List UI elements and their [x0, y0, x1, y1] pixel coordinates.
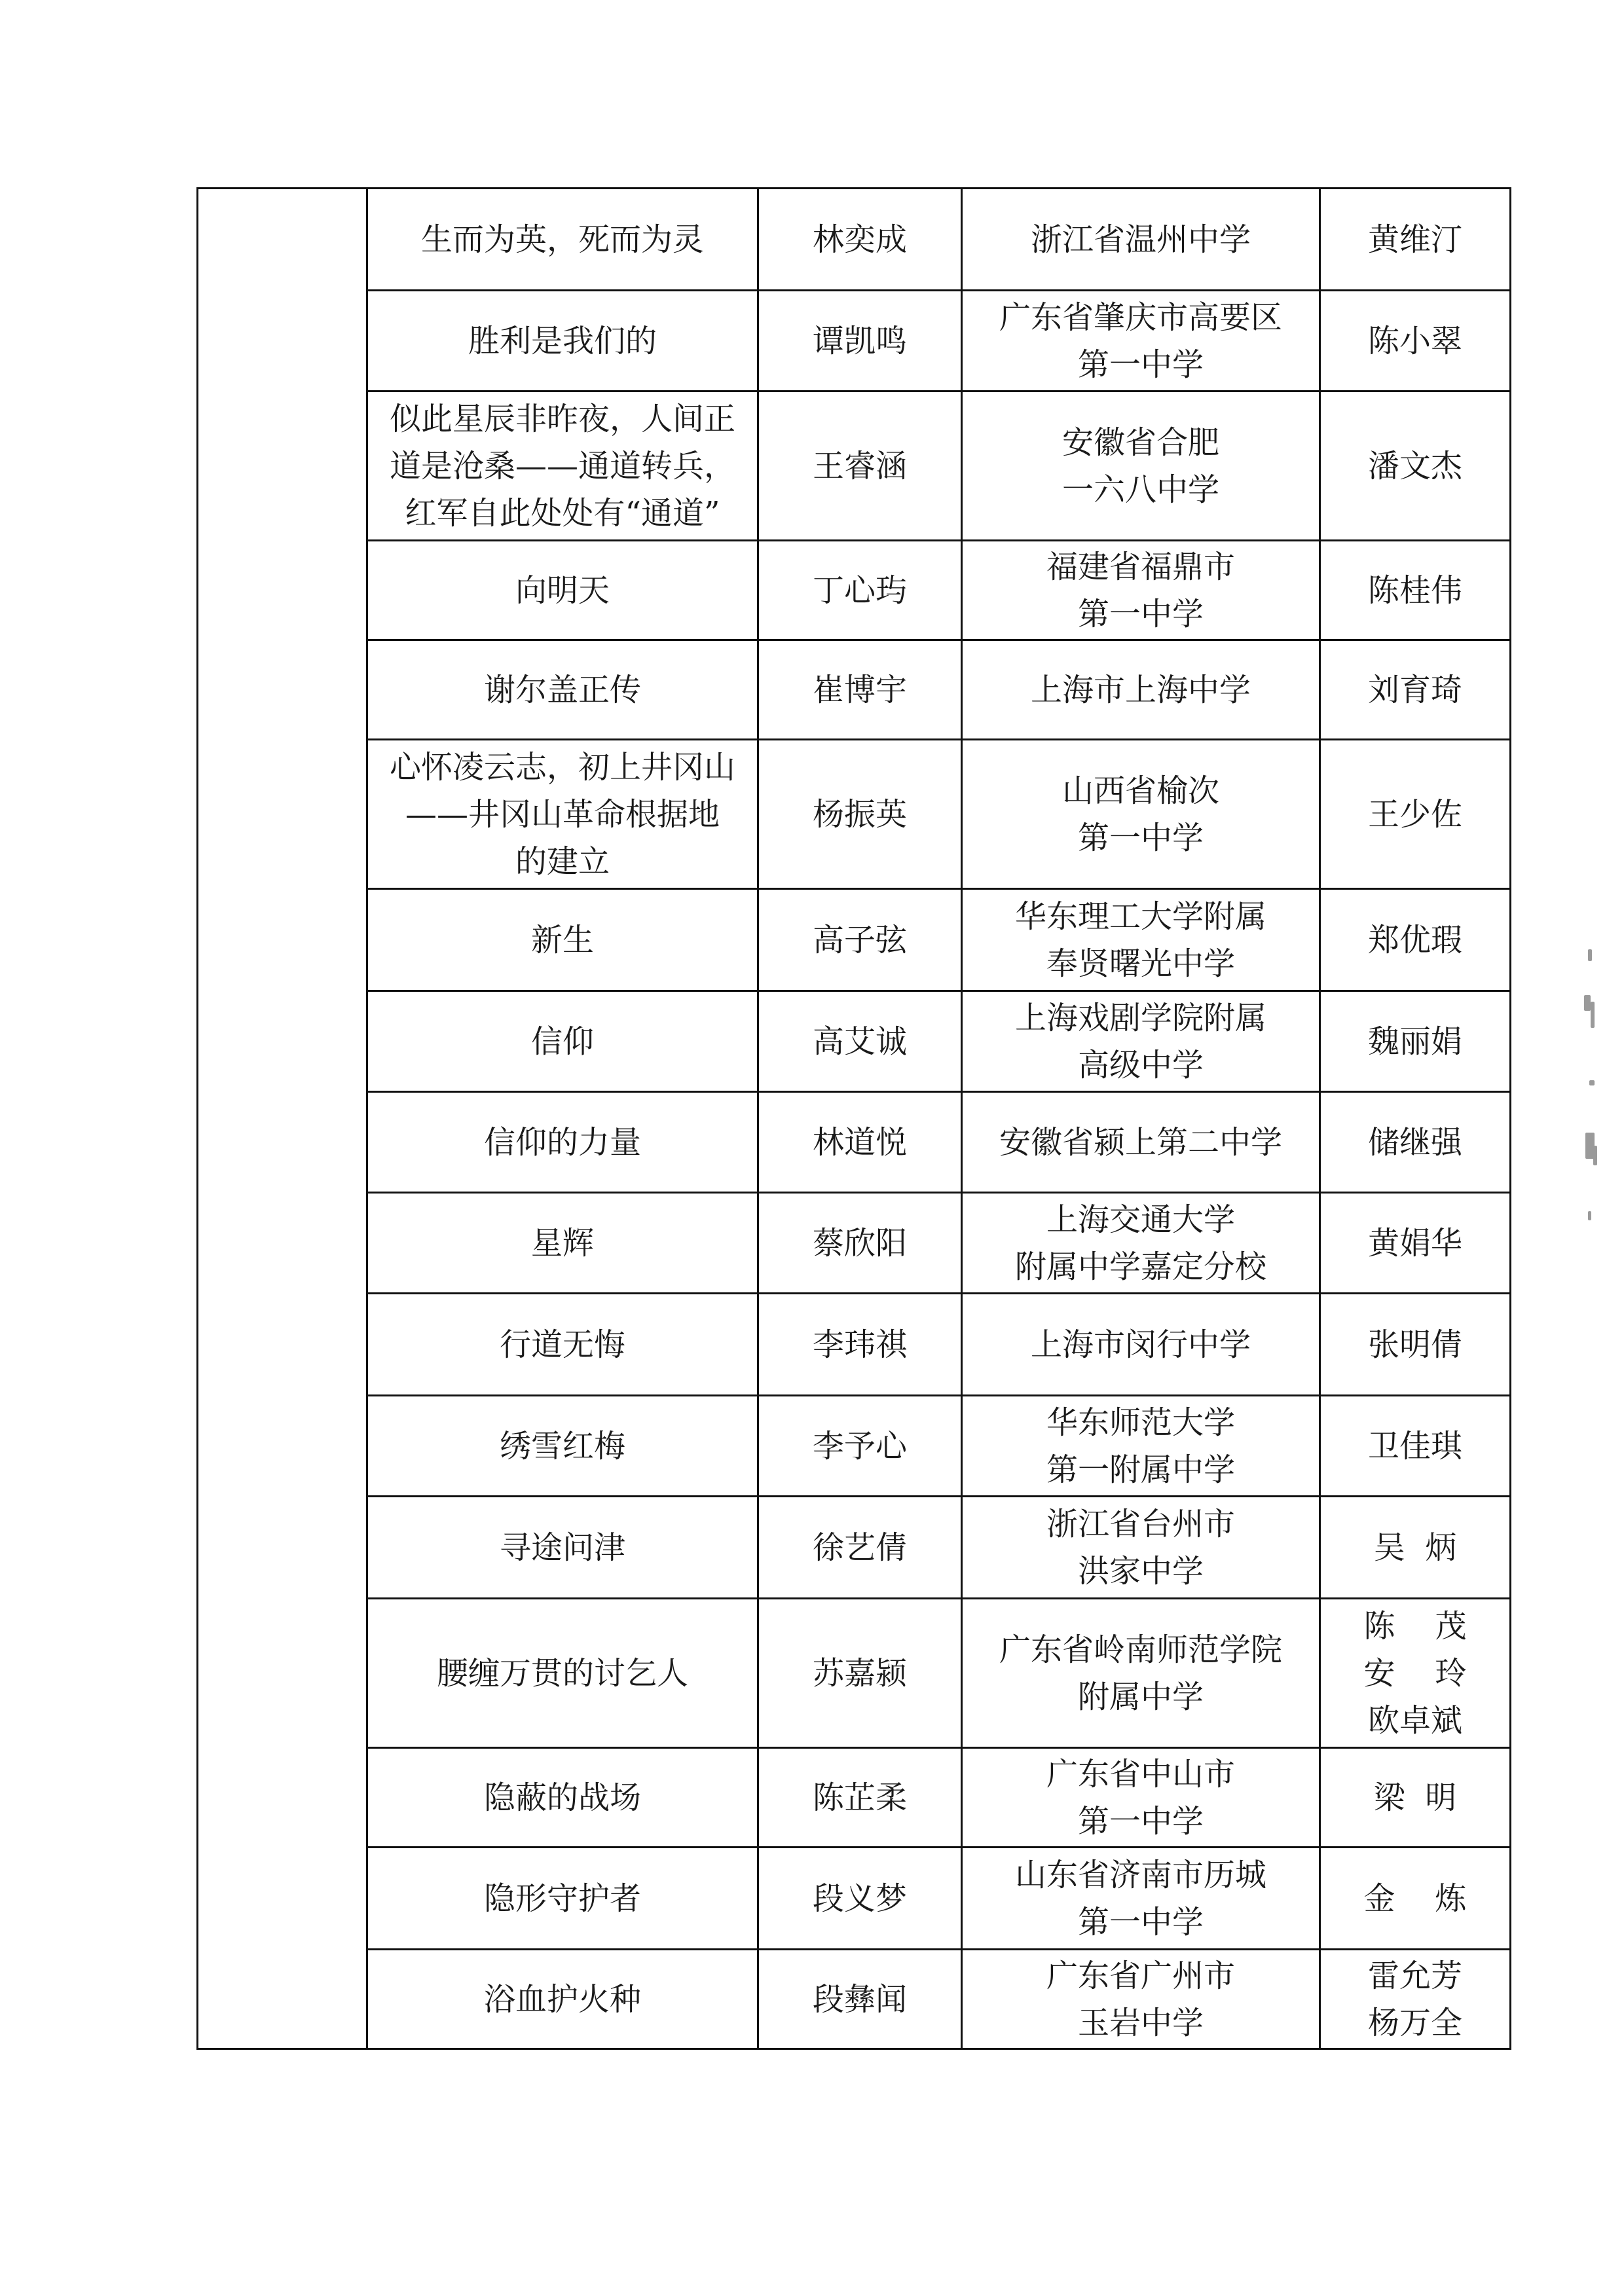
- award-level-cell: [198, 189, 367, 2049]
- scan-mark: [1589, 1080, 1595, 1085]
- school-cell: [962, 189, 1320, 291]
- school-line: 附属中学嘉定分校: [1014, 1248, 1266, 1285]
- work-title-line: 信仰的力量: [483, 1123, 641, 1161]
- school-line: 第一中学: [1077, 1802, 1204, 1840]
- school-cell: [962, 291, 1320, 392]
- table-row: [198, 291, 1511, 392]
- teacher-line: 郑优瑕: [1367, 921, 1462, 958]
- teacher-line: 杨万全: [1367, 2004, 1462, 2041]
- work-title-cell: [367, 392, 758, 541]
- school-cell: [962, 1193, 1320, 1294]
- work-title-cell: [367, 189, 758, 291]
- work-title-line: 腰缠万贯的讨乞人: [436, 1654, 688, 1692]
- teacher-cell: [1320, 1599, 1511, 1748]
- table-row: [198, 1193, 1511, 1294]
- work-title-cell: [367, 1396, 758, 1497]
- work-title-cell: [367, 291, 758, 392]
- teacher-line: 吴 炳: [1373, 1529, 1457, 1566]
- teacher-line: 欧卓斌: [1367, 1702, 1462, 1739]
- school-line: 奉贤曙光中学: [1046, 945, 1235, 982]
- school-line: 华东理工大学附属: [1014, 898, 1266, 935]
- teacher-cell: [1320, 740, 1511, 889]
- work-title-line: 生而为英，死而为灵: [420, 221, 704, 258]
- teacher-cell: [1320, 1092, 1511, 1193]
- author-cell: 段义梦: [758, 1848, 962, 1950]
- school-line: 第一中学: [1077, 346, 1204, 383]
- teacher-line: 潘文杰: [1367, 447, 1462, 484]
- work-title-line: 行道无悔: [499, 1326, 625, 1363]
- author-cell: 王睿涵: [758, 392, 962, 541]
- work-title-line: 浴血护火种: [483, 1980, 641, 2018]
- author-cell: 蔡欣阳: [758, 1193, 962, 1294]
- table-row: [198, 1396, 1511, 1497]
- table-row: [198, 991, 1511, 1092]
- scan-mark: [1588, 949, 1592, 961]
- teacher-line: 梁 明: [1373, 1779, 1457, 1816]
- table-row: [198, 1092, 1511, 1193]
- school-line: 山东省济南市历城: [1014, 1856, 1266, 1893]
- table-row: [198, 1950, 1511, 2049]
- author-cell: 徐艺倩: [758, 1497, 962, 1599]
- school-line: 浙江省温州中学: [1030, 221, 1251, 258]
- author-cell: 苏嘉颍: [758, 1599, 962, 1748]
- teacher-cell: [1320, 1193, 1511, 1294]
- school-line: 浙江省台州市: [1046, 1505, 1235, 1542]
- school-line: 上海戏剧学院附属: [1014, 999, 1266, 1036]
- school-line: 第一附属中学: [1046, 1451, 1235, 1488]
- teacher-cell: [1320, 640, 1511, 740]
- teacher-line: 卫佳琪: [1367, 1427, 1462, 1465]
- author-cell: 李玮祺: [758, 1294, 962, 1396]
- teacher-line: 张明倩: [1367, 1326, 1462, 1363]
- work-title-cell: [367, 1599, 758, 1748]
- table-row: [198, 189, 1511, 291]
- school-line: 附属中学: [1077, 1678, 1204, 1715]
- school-line: 洪家中学: [1077, 1552, 1204, 1590]
- school-line: 安徽省颍上第二中学: [999, 1123, 1282, 1161]
- work-title-line: ——井冈山革命根据地: [405, 795, 720, 833]
- teacher-cell: [1320, 889, 1511, 991]
- table-row: [198, 740, 1511, 889]
- school-line: 广东省岭南师范学院: [999, 1631, 1282, 1668]
- school-cell: [962, 392, 1320, 541]
- teacher-line: 陈小翠: [1367, 322, 1462, 359]
- table-row: [198, 392, 1511, 541]
- school-line: 一六八中学: [1061, 471, 1219, 508]
- work-title-cell: [367, 740, 758, 889]
- work-title-line: 谢尔盖正传: [483, 671, 641, 708]
- teacher-line: 储继强: [1367, 1123, 1462, 1161]
- school-line: 第一中学: [1077, 819, 1204, 856]
- table-row: [198, 889, 1511, 991]
- school-line: 第一中学: [1077, 595, 1204, 632]
- work-title-line: 星辉: [530, 1224, 594, 1262]
- school-line: 山西省榆次: [1061, 772, 1219, 809]
- work-title-line: 绣雪红梅: [499, 1427, 625, 1465]
- teacher-line: 黄娟华: [1367, 1224, 1462, 1262]
- work-title-cell: [367, 1294, 758, 1396]
- author-cell: 崔博宇: [758, 640, 962, 740]
- work-title-cell: [367, 889, 758, 991]
- author-cell: 李予心: [758, 1396, 962, 1497]
- table-row: [198, 640, 1511, 740]
- work-title-line: 隐形守护者: [483, 1880, 641, 1917]
- author-cell: 林奕成: [758, 189, 962, 291]
- school-line: 广东省中山市: [1046, 1755, 1235, 1793]
- author-cell: 高子弦: [758, 889, 962, 991]
- teacher-cell: [1320, 1497, 1511, 1599]
- work-title-line: 红军自此处处有“通道”: [405, 494, 720, 532]
- scan-mark: [1588, 1211, 1591, 1220]
- author-cell: 谭凯鸣: [758, 291, 962, 392]
- scan-mark: [1584, 995, 1591, 1011]
- teacher-line: 王少佐: [1367, 795, 1462, 833]
- teacher-cell: [1320, 189, 1511, 291]
- work-title-cell: [367, 1748, 758, 1848]
- author-cell: 高艾诚: [758, 991, 962, 1092]
- school-cell: [962, 1294, 1320, 1396]
- school-line: 玉岩中学: [1077, 2004, 1204, 2041]
- school-cell: [962, 1848, 1320, 1950]
- teacher-cell: [1320, 541, 1511, 640]
- teacher-line: 雷允芳: [1367, 1957, 1462, 1994]
- scan-mark: [1591, 1002, 1595, 1028]
- author-cell: 林道悦: [758, 1092, 962, 1193]
- teacher-cell: [1320, 1396, 1511, 1497]
- teacher-cell: [1320, 1294, 1511, 1396]
- school-line: 第一中学: [1077, 1903, 1204, 1941]
- author-cell: 段彝闻: [758, 1950, 962, 2049]
- work-title-line: 信仰: [530, 1023, 594, 1060]
- scan-margin-marks: [1581, 949, 1608, 1224]
- teacher-line: 刘育琦: [1367, 671, 1462, 708]
- school-cell: [962, 1748, 1320, 1848]
- table-row: [198, 541, 1511, 640]
- work-title-cell: [367, 1092, 758, 1193]
- school-line: 福建省福鼎市: [1046, 548, 1235, 585]
- school-line: 上海市闵行中学: [1030, 1326, 1251, 1363]
- work-title-line: 的建立: [515, 843, 610, 880]
- table-row: [198, 1294, 1511, 1396]
- teacher-line: 陈 茂: [1363, 1607, 1467, 1645]
- scan-mark: [1593, 1146, 1597, 1165]
- award-table: [196, 187, 1511, 2050]
- school-line: 安徽省合肥: [1061, 424, 1219, 461]
- school-cell: [962, 640, 1320, 740]
- author-cell: 陈芷柔: [758, 1748, 962, 1848]
- school-cell: [962, 1497, 1320, 1599]
- school-line: 广东省广州市: [1046, 1957, 1235, 1994]
- teacher-cell: [1320, 392, 1511, 541]
- work-title-line: 胜利是我们的: [468, 322, 657, 359]
- work-title-cell: [367, 640, 758, 740]
- work-title-line: 向明天: [515, 572, 610, 609]
- school-cell: [962, 1092, 1320, 1193]
- work-title-cell: [367, 1950, 758, 2049]
- work-title-cell: [367, 1848, 758, 1950]
- teacher-cell: [1320, 991, 1511, 1092]
- work-title-line: 寻途问津: [499, 1529, 625, 1566]
- table-row: [198, 1748, 1511, 1848]
- work-title-cell: [367, 1193, 758, 1294]
- school-line: 上海市上海中学: [1030, 671, 1251, 708]
- school-cell: [962, 1950, 1320, 2049]
- work-title-cell: [367, 991, 758, 1092]
- school-line: 华东师范大学: [1046, 1404, 1235, 1441]
- work-title-cell: [367, 541, 758, 640]
- school-line: 上海交通大学: [1046, 1201, 1235, 1238]
- table-row: [198, 1848, 1511, 1950]
- table-row: [198, 1599, 1511, 1748]
- table-row: [198, 1497, 1511, 1599]
- school-line: 高级中学: [1077, 1046, 1204, 1084]
- school-cell: [962, 541, 1320, 640]
- work-title-line: 心怀凌云志，初上井冈山: [389, 748, 735, 786]
- school-cell: [962, 889, 1320, 991]
- teacher-cell: [1320, 291, 1511, 392]
- work-title-line: 新生: [530, 921, 594, 958]
- school-cell: [962, 991, 1320, 1092]
- author-cell: 杨振英: [758, 740, 962, 889]
- school-cell: [962, 740, 1320, 889]
- school-cell: [962, 1396, 1320, 1497]
- work-title-cell: [367, 1497, 758, 1599]
- author-cell: 丁心玙: [758, 541, 962, 640]
- teacher-line: 黄维汀: [1367, 221, 1462, 258]
- work-title-line: 道是沧桑——通道转兵，: [389, 447, 735, 484]
- work-title-line: 隐蔽的战场: [483, 1779, 641, 1816]
- teacher-line: 陈桂伟: [1367, 572, 1462, 609]
- teacher-cell: [1320, 1748, 1511, 1848]
- teacher-line: 安 玲: [1363, 1654, 1467, 1692]
- teacher-cell: [1320, 1950, 1511, 2049]
- award-table-body: [198, 189, 1511, 2049]
- teacher-line: 金 炼: [1363, 1880, 1467, 1917]
- teacher-line: 魏丽娟: [1367, 1023, 1462, 1060]
- school-line: 广东省肇庆市高要区: [999, 299, 1282, 336]
- work-title-line: 似此星辰非昨夜，人间正: [389, 400, 735, 437]
- teacher-cell: [1320, 1848, 1511, 1950]
- school-cell: [962, 1599, 1320, 1748]
